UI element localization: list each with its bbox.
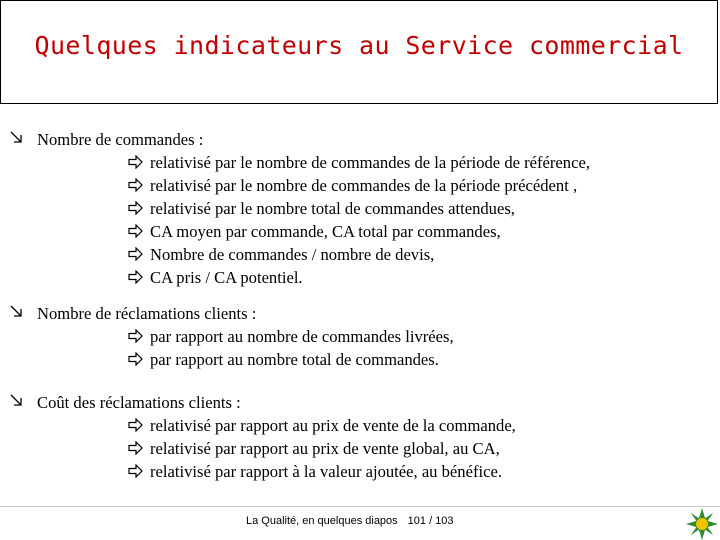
bullet-arrow-icon bbox=[9, 304, 25, 320]
bullet-arrow-icon bbox=[9, 130, 25, 146]
list-item-text: relativisé par rapport au prix de vente global, au CA, bbox=[150, 439, 500, 458]
arrow-right-icon bbox=[128, 329, 143, 343]
page-number: 101 / 103 bbox=[407, 515, 454, 527]
arrow-right-icon bbox=[128, 201, 143, 215]
arrow-right-icon bbox=[128, 155, 143, 169]
list-item-text: CA moyen par commande, CA total par commandes, bbox=[150, 222, 501, 241]
list-item bbox=[0, 325, 720, 348]
arrow-right-icon bbox=[128, 178, 143, 192]
list-item-text: Nombre de commandes / nombre de devis, bbox=[150, 245, 435, 264]
arrow-right-icon bbox=[128, 247, 143, 261]
arrow-right-icon bbox=[128, 441, 143, 455]
bullet-reclamations bbox=[0, 302, 720, 371]
slide-title: Quelques indicateurs au Service commercial bbox=[34, 31, 684, 60]
list-item-text: relativisé par le nombre de commandes de la période de référence, bbox=[150, 153, 590, 172]
arrow-right-icon bbox=[128, 270, 143, 284]
list-item-text: par rapport au nombre de commandes livrées, bbox=[150, 327, 454, 346]
list-item bbox=[0, 348, 720, 371]
list-item bbox=[0, 266, 720, 289]
bullet-label: Coût des réclamations clients : bbox=[37, 393, 241, 412]
list-item-text: CA pris / CA potentiel. bbox=[150, 268, 303, 287]
arrow-right-icon bbox=[128, 418, 143, 432]
sun-logo-icon bbox=[686, 508, 718, 540]
list-item bbox=[0, 414, 720, 437]
title-frame bbox=[0, 0, 718, 104]
bullet-label: Nombre de réclamations clients : bbox=[37, 304, 257, 323]
list-item bbox=[0, 460, 720, 483]
arrow-right-icon bbox=[128, 464, 143, 478]
list-item-text: par rapport au nombre total de commandes. bbox=[150, 350, 439, 369]
list-item bbox=[0, 437, 720, 460]
footer-divider bbox=[0, 506, 720, 507]
bullet-cout-reclamations bbox=[0, 391, 720, 483]
list-item bbox=[0, 243, 720, 266]
list-item-text: relativisé par le nombre de commandes de la période précédent , bbox=[150, 176, 578, 195]
bullet-head bbox=[0, 128, 720, 151]
list-item bbox=[0, 197, 720, 220]
arrow-right-icon bbox=[128, 352, 143, 366]
list-item bbox=[0, 151, 720, 174]
bullet-head bbox=[0, 391, 720, 414]
bullet-arrow-icon bbox=[9, 393, 25, 409]
list-item-text: relativisé par le nombre total de commandes attendues, bbox=[150, 199, 515, 218]
list-item bbox=[0, 174, 720, 197]
bullet-head bbox=[0, 302, 720, 325]
bullet-commandes bbox=[0, 128, 720, 289]
list-item bbox=[0, 220, 720, 243]
footer-caption: La Qualité, en quelques diapos bbox=[246, 515, 398, 527]
arrow-right-icon bbox=[128, 224, 143, 238]
footer bbox=[246, 515, 454, 527]
list-item-text: relativisé par rapport au prix de vente de la commande, bbox=[150, 416, 516, 435]
bullet-label: Nombre de commandes : bbox=[37, 130, 204, 149]
list-item-text: relativisé par rapport à la valeur ajoutée, au bénéfice. bbox=[150, 462, 502, 481]
